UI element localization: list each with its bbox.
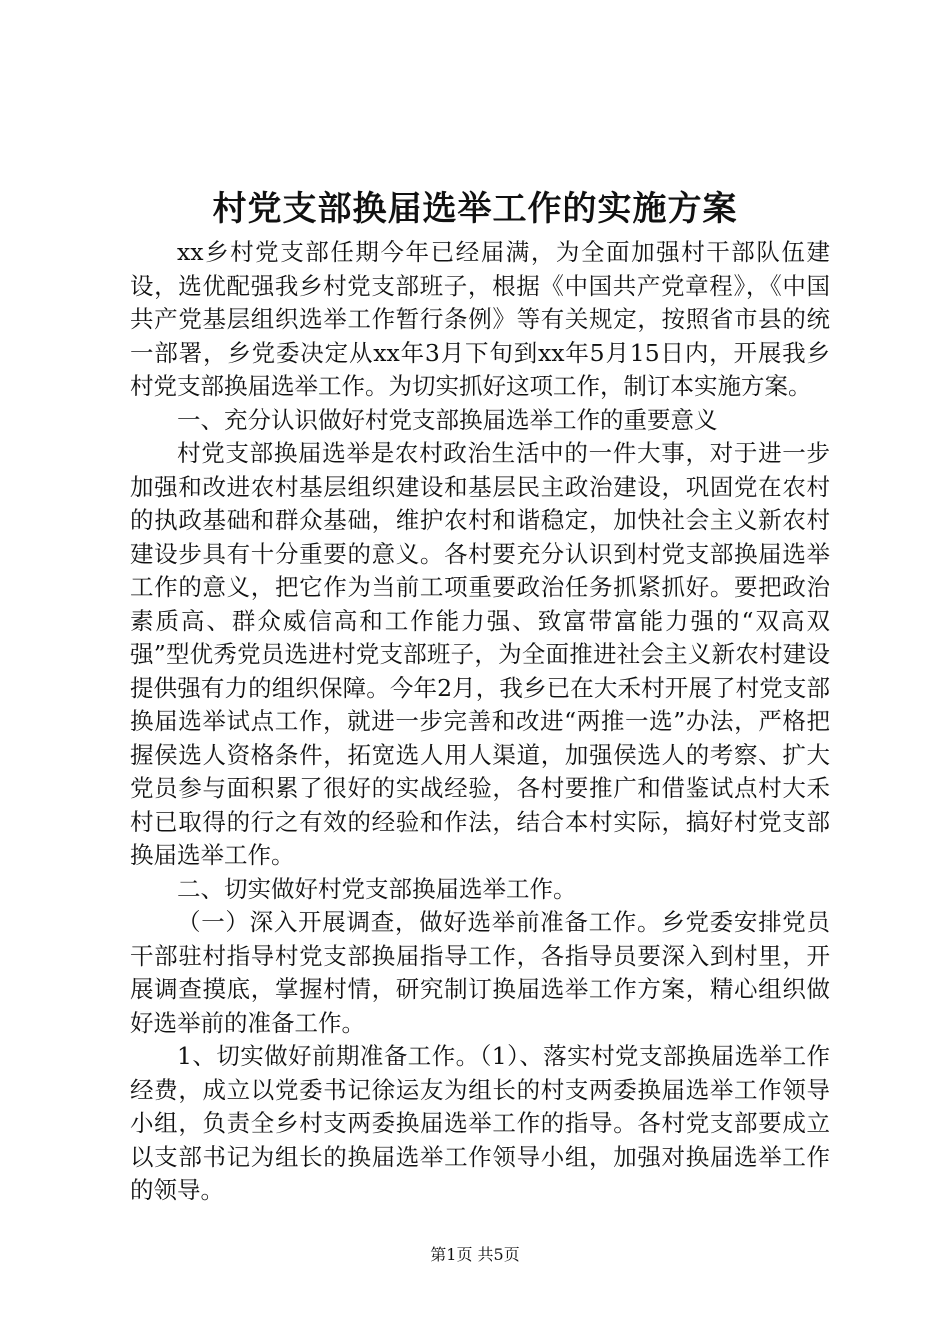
item-1-paragraph: 1、切实做好前期准备工作。（1）、落实村党支部换届选举工作经费，成立以党委书记徐运友为组长的村支两委换届选举工作领导小组，负责全乡村支两委换届选举工作的指导。各村党支部要成立以支部书记为组长的换届选举工作领导小组，加强对换届选举工作的领导。	[130, 1042, 830, 1204]
section-1-paragraph: 村党支部换届选举是农村政治生活中的一件大事，对于进一步加强和改进农村基层组织建设和基层民主政治建设，巩固党在农村的执政基础和群众基础，维护农村和谐稳定，加快社会主义新农村建设步具有十分重要的意义。各村要充分认识到村党支部换届选举工作的意义，把它作为当前工项重要政治任务抓紧抓好。要把政治素质高、群众威信高和工作能力强、致富带富能力强的“双高双强”型优秀党员选进村党支部班子，为全面推进社会主义新农村建设提供强有力的组织保障。今年2月，我乡已在大禾村开展了村党支部换届选举试点工作，就进一步完善和改进“两推一选”办法，严格把握侯选人资格条件，拓宽选人用人渠道，加强侯选人的考察、扩大党员参与面积累了很好的实战经验，各村要推广和借鉴试点村大禾村已取得的行之有效的经验和作法，结合本村实际，搞好村党支部换届选举工作。	[130, 439, 830, 869]
section-heading-2: 二、切实做好村党支部换届选举工作。	[177, 874, 577, 903]
document-body	[130, 236, 830, 1208]
document-title: 村党支部换届选举工作的实施方案	[212, 189, 738, 229]
subsection-1-paragraph: （一）深入开展调查，做好选举前准备工作。乡党委安排党员干部驻村指导村党支部换届指导工作，各指导员要深入到村里，开展调查摸底，掌握村情，研究制订换届选举工作方案，精心组织做好选举前的准备工作。	[130, 908, 830, 1037]
intro-paragraph: xx乡村党支部任期今年已经届满，为全面加强村干部队伍建设，选优配强我乡村党支部班子，根据《中国共产党章程》，《中国共产党基层组织选举工作暂行条例》等有关规定，按照省市县的统一部署，乡党委决定从xx年3月下旬到xx年5月15日内，开展我乡村党支部换届选举工作。为切实抓好这项工作，制订本实施方案。	[130, 238, 830, 400]
page-number-footer: 第1页 共5页	[430, 1245, 520, 1264]
section-heading-1: 一、充分认识做好村党支部换届选举工作的重要意义	[177, 405, 718, 434]
